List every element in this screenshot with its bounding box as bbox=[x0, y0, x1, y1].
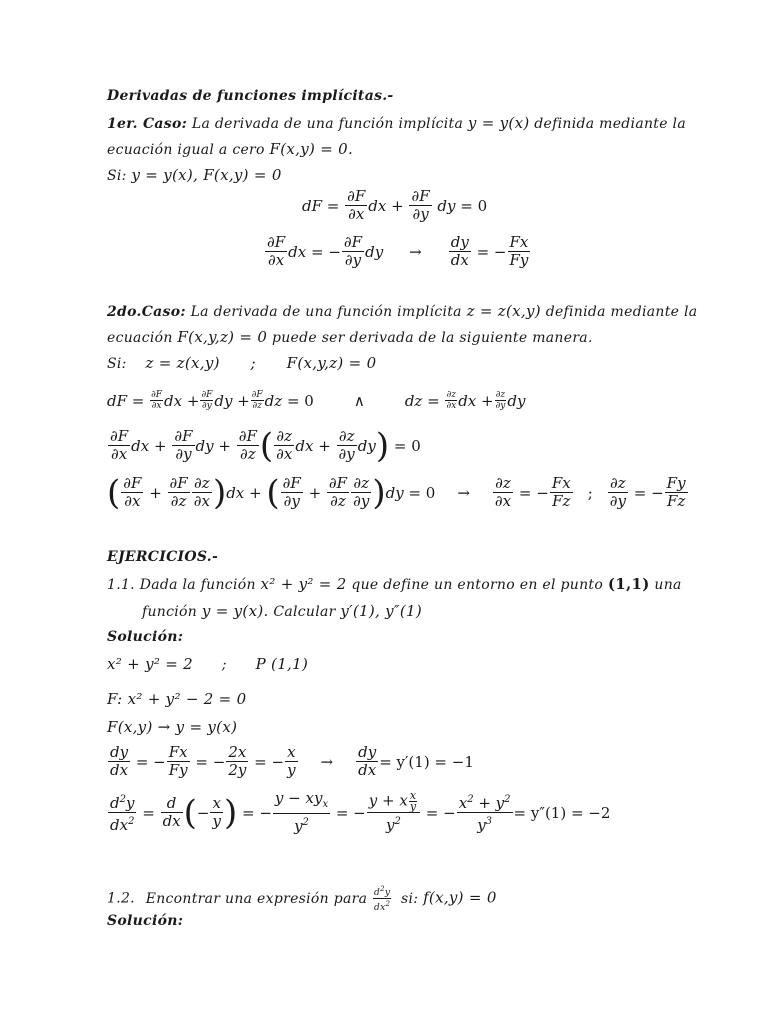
ex12-text1: Encontrar una expresión para bbox=[145, 890, 368, 907]
caso1-text1: La derivada de una función implícita bbox=[191, 116, 464, 132]
caso2-si-expr1: z = z(x,y) bbox=[145, 354, 220, 372]
caso1-line1 bbox=[107, 113, 686, 134]
ex11-solution-label: Solución: bbox=[107, 629, 184, 645]
caso1-si-line bbox=[107, 165, 662, 186]
caso1-si-label: Si: bbox=[107, 168, 127, 184]
ex11-line1 bbox=[107, 574, 682, 595]
caso2-si-label: Si: bbox=[107, 356, 127, 372]
ex11-eq-first-derivative: $\frac{dy}{dx}$ = − $\frac{Fx}{Fy}$ = − $\frac{2x}{2y}$ = − $\frac{x}{y}$ → $\frac{dy}{dx}$ = y′(1) = −1 bbox=[110, 743, 474, 779]
ex11-eq-second-derivative: $\frac{d^2y}{dx^2}$ = $\frac{d}{dx}$ ( − $\frac{x}{y}$ ) = − $\frac{y - xy_x}{y^2}$ = − y + x $\frac{x}{y}$ $y^2$ = − $\frac{x^2 + y^2}{y^3}$ = y″(1) = −2 bbox=[110, 789, 611, 835]
ex11-sol-Fxy: F(x,y) → y = y(x) bbox=[107, 718, 238, 736]
ex11-sol-point: P (1,1) bbox=[255, 655, 309, 673]
caso2-si-expr2: F(x,y,z) = 0 bbox=[286, 354, 377, 372]
ex12-text2: si: bbox=[401, 890, 419, 907]
ex11-text2: que define un entorno en el punto bbox=[351, 577, 604, 593]
ex11-sol-eq: x² + y² = 2 bbox=[107, 655, 194, 673]
ex11-sol-sep: ; bbox=[221, 657, 227, 673]
ex11-text1: Dada la función bbox=[139, 577, 256, 593]
ejercicios-heading: EJERCICIOS.- bbox=[107, 549, 219, 565]
caso1-eq-result: $\frac{\partial F}{\partial x}$ dx = − $\frac{\partial F}{\partial y}$ dy → $\frac{dy}{dx}$ = − $\frac{Fx}{Fy}$ bbox=[267, 233, 529, 269]
ex11-sol-line1 bbox=[107, 654, 662, 675]
caso2-eq-substitution: $\frac{\partial F}{\partial x}$ dx + $\frac{\partial F}{\partial y}$ dy + $\frac{\partial F}{\partial z}$ ( $\frac{\partial z}{\partial x}$ dx + $\frac{\partial z}{\partial y}$ dy ) = 0 bbox=[110, 425, 421, 466]
caso1-expr1: y = y(x) bbox=[467, 114, 530, 132]
ex11-number: 1.1. bbox=[107, 577, 135, 593]
caso2-text4: puede ser derivada de la siguiente manera. bbox=[271, 330, 593, 346]
ex11-point: (1,1) bbox=[607, 575, 650, 593]
caso1-text2: definida mediante la bbox=[534, 116, 686, 132]
arrow-icon: → bbox=[320, 752, 334, 771]
ex11-result2: = y″(1) = −2 bbox=[513, 803, 611, 822]
caso2-si-sep: ; bbox=[250, 354, 256, 372]
page-title: Derivadas de funciones implícitas.- bbox=[107, 88, 394, 104]
ex12-solution-label: Solución: bbox=[107, 913, 184, 929]
caso1-line2 bbox=[107, 139, 662, 160]
wedge-icon: ∧ bbox=[353, 391, 365, 410]
ex12-expr: f(x,y) = 0 bbox=[423, 888, 497, 907]
caso1-expr2: F(x,y) = 0. bbox=[269, 140, 354, 158]
ex11-expr3: y′(1), y″(1) bbox=[340, 602, 422, 620]
ex11-text3: una bbox=[654, 577, 682, 593]
ex11-result1: = y′(1) = −1 bbox=[379, 752, 474, 771]
caso1-eq-total-differential: dF = $\frac{\partial F}{\partial x}$ dx + $\frac{\partial F}{\partial y}$ dy = 0 bbox=[302, 187, 488, 223]
ex12-number: 1.2. bbox=[107, 890, 135, 907]
arrow-icon: → bbox=[457, 483, 470, 502]
ex11-expr: x² + y² = 2 bbox=[260, 575, 347, 593]
caso2-eq-total-differential: dF = $\frac{\partial F}{\partial x}$ dx + $\frac{\partial F}{\partial y}$ dy + $\frac{\partial F}{\partial z}$ dz = 0 ∧ dz = $\frac{\partial z}{\partial x}$ dx + $\frac{\partial z}{\partial y}$ dy bbox=[107, 390, 526, 411]
ex11-sol-line3 bbox=[107, 717, 662, 738]
caso2-expr1: z = z(x,y) bbox=[466, 302, 541, 320]
caso2-text1: La derivada de una función implícita bbox=[190, 304, 462, 320]
caso1-si-expr: y = y(x), F(x,y) = 0 bbox=[131, 166, 282, 184]
arrow-icon: → bbox=[409, 242, 422, 261]
ex11-text5: Calcular bbox=[273, 604, 336, 620]
ex11-line2 bbox=[142, 601, 662, 622]
caso2-text2: definida mediante la bbox=[545, 304, 698, 320]
ex11-sol-F: F: x² + y² − 2 = 0 bbox=[107, 690, 247, 708]
caso2-label: 2do.Caso: bbox=[107, 304, 186, 320]
caso2-line1 bbox=[107, 301, 698, 322]
caso2-line2 bbox=[107, 327, 662, 348]
caso2-si-line bbox=[107, 353, 662, 374]
ex11-sol-line2 bbox=[107, 689, 662, 710]
ex11-text4: función bbox=[142, 604, 198, 620]
caso2-eq-result: ( $\frac{\partial F}{\partial x}$ + $\frac{\partial F}{\partial z}$ $\frac{\partial z}{\partial x}$ ) dx + ( $\frac{\partial F}{\partial y}$ + $\frac{\partial F}{\partial z}$ $\frac{\partial z}{\partial y}$ ) dy = 0 → $\frac{\partial z}{\partial x}$ = − $\frac{Fx}{Fz}$ ; $\frac{\partial z}{\partial y}$ = − $\frac{Fy}{Fz}$ bbox=[107, 472, 686, 513]
caso1-label: 1er. Caso: bbox=[107, 116, 188, 132]
ex12-line1: 1.2. Encontrar una expresión para $\frac{d^2y}{dx^2}$ si: f(x,y) = 0 bbox=[107, 885, 497, 913]
ex11-expr2: y = y(x). bbox=[201, 602, 269, 620]
caso2-expr2: F(x,y,z) = 0 bbox=[177, 328, 268, 346]
caso2-text3: ecuación bbox=[107, 330, 173, 346]
caso1-text3: ecuación igual a cero bbox=[107, 142, 265, 158]
